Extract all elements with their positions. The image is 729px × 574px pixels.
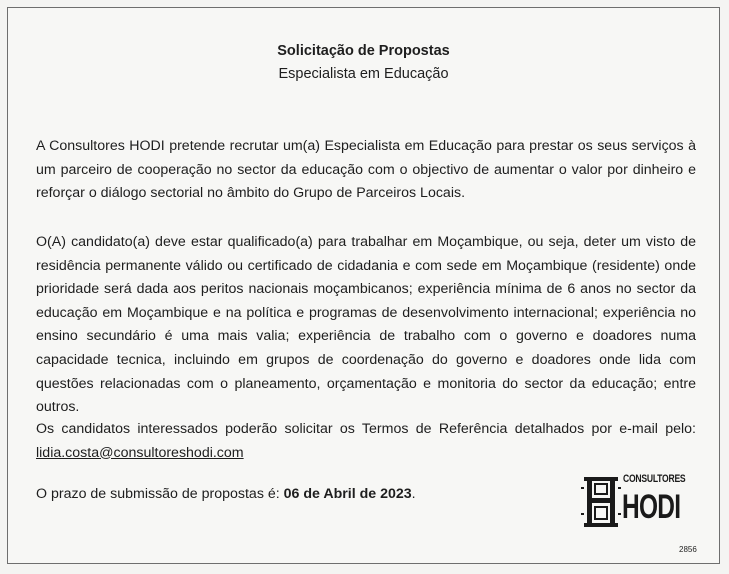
notice-frame — [7, 7, 720, 564]
intro-paragraph: A Consultores HODI pretende recrutar um(a) Especialista em Educação para prestar os seus serviços à um parceiro de cooperação no sector da educação com o objectivo de aumentar o valor por dinheiro e reforçar o diálogo sectorial no âmbito do Grupo de Parceiros Locais. — [36, 138, 696, 202]
deadline-suffix: . — [411, 486, 416, 502]
deadline-line — [36, 486, 416, 502]
hodi-logo — [581, 468, 691, 534]
logo-top-text: CONSULTORES — [623, 473, 686, 485]
hodi-emblem-icon — [581, 474, 621, 530]
notice-title: Solicitação de Propostas — [277, 43, 450, 59]
contact-paragraph — [36, 418, 696, 465]
deadline-prefix: O prazo de submissão de propostas é: — [36, 486, 284, 502]
email-link[interactable]: lidia.costa@consultoreshodi.com — [36, 444, 244, 461]
deadline-date: 06 de Abril de 2023 — [283, 486, 412, 502]
contact-text: Os candidatos interessados poderão solicitar os Termos de Referência detalhados por e-mail pelo: — [36, 421, 696, 437]
notice-subtitle: Especialista em Educação — [278, 66, 449, 82]
logo-bottom-text: HODI — [622, 488, 681, 526]
page-number: 2856 — [679, 545, 697, 554]
requirements-paragraph: O(A) candidato(a) deve estar qualificado(a) para trabalhar em Moçambique, ou seja, deter um visto de residência permanente válido ou certificado de cidadania e com sede em Moçambique (residente) onde prioridade será dada aos peritos nacionais moçambicanos; experiência mínima de 6 anos no sector da educação em Moçambique e na política e programas de desenvolvimento internacional; experiência no ensino secundário é uma mais valia; experiência de trabalho com o governo e doadores numa capacidade tecnica, incluindo em grupos de coordenação do governo e doadores onde lida com questões relacionadas com o planeamento, orçamentação e monitoria do sector da educação; entre outros. — [36, 234, 696, 416]
